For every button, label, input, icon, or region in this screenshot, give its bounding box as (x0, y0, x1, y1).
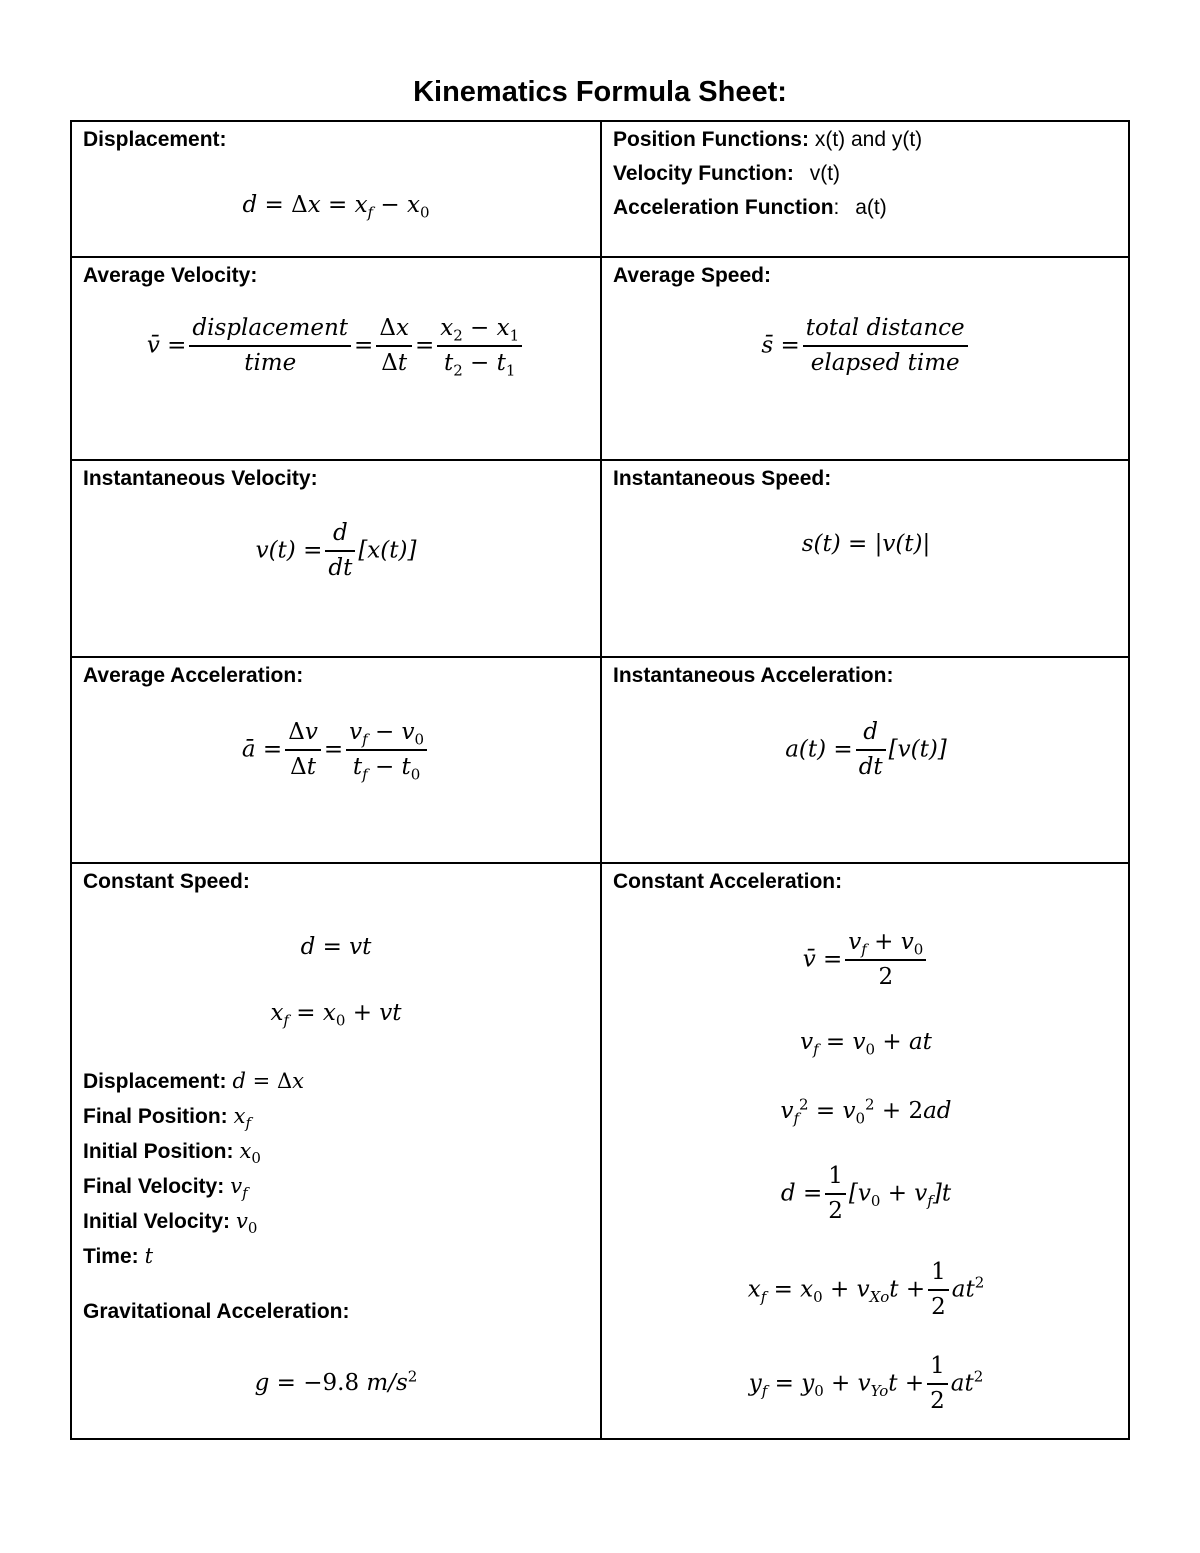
final-velocity-formula: $v_f = v_0$ + at (800, 1029, 932, 1059)
fraction-numerator: displacement (189, 312, 351, 347)
average-velocity-formula: v̄ = $\frac{\text{displacement}}{\text{time}}$ = $\frac{\Delta x}{\Delta t}$ = $\frac{x_2 - x_1}{t_2 - t_1}$ (72, 312, 600, 381)
distance-formula: d = vt (300, 934, 372, 960)
average-acceleration-cell (72, 658, 600, 862)
instantaneous-velocity-formula: v(t) = $\frac{d}{dt}$ [x(t)] (72, 517, 600, 586)
x-position-formula: $x_f = x_0 + v_{Xo}t$ + $\frac{1}{2}$ $at^2$ (602, 1256, 1130, 1325)
definition-row: Time: t (83, 1244, 154, 1268)
definition-row: Displacement: d = Δx (83, 1069, 304, 1093)
cell-heading: Instantaneous Speed: (613, 467, 832, 490)
cell-heading: Instantaneous Acceleration: (613, 664, 894, 687)
average-distance-formula: d = $\frac{1}{2}$ $[v_0 + v_f]t$ (602, 1160, 1130, 1229)
definition-row: Final Position: $x_f$ (83, 1104, 252, 1133)
cell-heading: Displacement: (83, 128, 227, 151)
definition-row: Final Velocity: $v_f$ (83, 1174, 248, 1203)
velocity-squared-formula: $v_f^2 = v_0^2 + 2ad$ (780, 1095, 952, 1128)
cell-heading: Instantaneous Velocity: (83, 467, 318, 490)
instantaneous-speed-cell (602, 461, 1130, 656)
y-position-formula: $y_f = y_0 + v_{Yo}t$ + $\frac{1}{2}$ $at^2$ (602, 1350, 1130, 1419)
velocity-function-row (613, 162, 840, 186)
cell-heading: Constant Acceleration: (613, 870, 843, 893)
instantaneous-acceleration-formula: a(t) = $\frac{d}{dt}$ [v(t)] (602, 716, 1130, 785)
page-title: Kinematics Formula Sheet: (413, 76, 787, 108)
average-acceleration-formula: ā = $\frac{\Delta v}{\Delta t}$ = $\frac{v_f - v_0}{t_f - t_0}$ (72, 716, 600, 785)
definition-label: Initial Velocity: (83, 1210, 231, 1233)
position-functions-row (613, 128, 922, 152)
constant-acceleration-cell (602, 864, 1130, 1438)
variable-definitions (83, 1064, 304, 1274)
average-speed-formula: s̄ = $\frac{\text{total distance}}{\text{elapsed time}}$ (602, 312, 1130, 381)
acceleration-function-colon: : (833, 196, 840, 219)
formula-table (70, 120, 1130, 1440)
fraction-denominator: elapsed time (810, 350, 960, 377)
fraction-numerator: total distance (803, 312, 968, 347)
average-speed-cell (602, 258, 1130, 459)
definition-label: Final Position: (83, 1105, 228, 1128)
instantaneous-speed-formula: s(t) = |v(t)| (801, 531, 931, 557)
constant-speed-cell (72, 864, 600, 1438)
functions-cell (602, 122, 1130, 256)
velocity-function-label: Velocity Function: (613, 162, 794, 185)
gravity-formula: g = −9.8 $m/s^2$ (254, 1367, 418, 1396)
cell-heading: Average Speed: (613, 264, 771, 287)
position-formula: $x_f = x_0$ + vt (270, 1000, 402, 1030)
definition-label: Time: (83, 1245, 139, 1268)
position-functions-value: x(t) and y(t) (814, 128, 923, 151)
acceleration-function-label: Acceleration Function (613, 196, 834, 219)
cell-heading: Average Velocity: (83, 264, 258, 287)
definition-label: Displacement: (83, 1070, 227, 1093)
cell-heading: Average Acceleration: (83, 664, 304, 687)
displacement-cell (72, 122, 600, 256)
definition-label: Initial Position: (83, 1140, 234, 1163)
position-functions-label: Position Functions: (613, 128, 809, 151)
displacement-formula: $d = \Delta x = x_f - x_0$ (242, 192, 430, 222)
fraction-denominator: time (244, 350, 297, 377)
definition-label: Final Velocity: (83, 1175, 225, 1198)
cell-heading: Constant Speed: (83, 870, 250, 893)
acceleration-function-row (613, 196, 887, 220)
average-velocity-cell (72, 258, 600, 459)
instantaneous-velocity-cell (72, 461, 600, 656)
mean-velocity-formula: v̄ = $\frac{v_f + v_0}{2}$ (602, 926, 1130, 995)
acceleration-function-value: a(t) (855, 196, 887, 219)
gravity-value: 9.8 (322, 1370, 360, 1396)
velocity-function-value: v(t) (809, 162, 841, 185)
instantaneous-acceleration-cell (602, 658, 1130, 862)
definition-row: Initial Velocity: $v_0$ (83, 1209, 258, 1238)
definition-row: Initial Position: $x_0$ (83, 1139, 261, 1168)
gravity-heading: Gravitational Acceleration: (83, 1300, 350, 1323)
